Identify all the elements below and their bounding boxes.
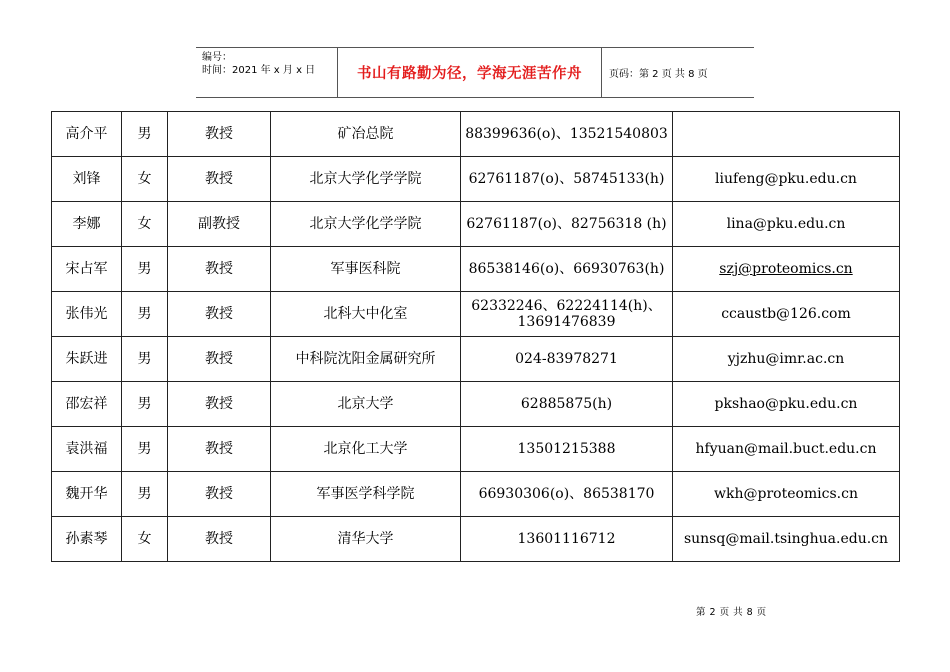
unit-cell-text: 北京大学化学学院 xyxy=(309,216,422,232)
unit-cell-text: 矿冶总院 xyxy=(337,126,394,142)
name-cell-text: 魏开华 xyxy=(65,486,108,502)
gender-cell-text: 男 xyxy=(137,261,152,277)
phone-cell-text: 62332246、62224114(h)、13691476839 xyxy=(471,298,662,330)
email-link[interactable]: szj@proteomics.cn xyxy=(719,261,853,277)
gender-cell-text: 女 xyxy=(137,531,152,547)
name-cell-text: 张伟光 xyxy=(65,306,108,322)
phone-cell xyxy=(461,337,673,382)
email-cell-text: sunsq@mail.tsinghua.edu.cn xyxy=(683,531,889,547)
gender-cell-text: 男 xyxy=(137,351,152,367)
gender-cell-text: 男 xyxy=(137,396,152,412)
unit-cell xyxy=(271,517,461,562)
table-row xyxy=(52,292,900,337)
title-cell xyxy=(168,382,271,427)
email-cell-text: lina@pku.edu.cn xyxy=(726,216,846,232)
phone-cell-text: 62761187(o)、58745133(h) xyxy=(468,171,665,187)
unit-cell-text: 军事医学科学院 xyxy=(316,486,415,502)
name-cell-text: 袁洪福 xyxy=(65,441,108,457)
phone-cell-text: 13601116712 xyxy=(517,531,616,547)
email-cell-text: liufeng@pku.edu.cn xyxy=(715,171,857,187)
gender-cell-text: 男 xyxy=(137,486,152,502)
phone-cell xyxy=(461,472,673,517)
unit-cell xyxy=(271,427,461,472)
name-cell xyxy=(52,382,122,427)
name-cell-text: 邵宏祥 xyxy=(65,396,108,412)
title-cell xyxy=(168,517,271,562)
email-cell xyxy=(673,427,900,472)
email-cell xyxy=(673,157,900,202)
title-cell-text: 教授 xyxy=(205,441,233,457)
email-cell xyxy=(673,292,900,337)
title-cell-text: 教授 xyxy=(205,126,233,142)
contact-table-body xyxy=(52,112,900,562)
phone-cell-text: 88399636(o)、13521540803 xyxy=(465,126,668,142)
name-cell-text: 朱跃进 xyxy=(65,351,108,367)
table-row xyxy=(52,472,900,517)
gender-cell xyxy=(122,247,168,292)
unit-cell xyxy=(271,112,461,157)
header-meta xyxy=(196,48,338,97)
gender-cell xyxy=(122,427,168,472)
email-cell xyxy=(673,112,900,157)
title-cell-text: 教授 xyxy=(205,306,233,322)
title-cell-text: 副教授 xyxy=(198,216,240,232)
gender-cell xyxy=(122,472,168,517)
email-cell xyxy=(673,337,900,382)
phone-cell-text: 62885875(h) xyxy=(520,396,613,412)
gender-cell xyxy=(122,157,168,202)
email-cell xyxy=(673,382,900,427)
name-cell-text: 宋占军 xyxy=(65,261,108,277)
unit-cell xyxy=(271,157,461,202)
unit-cell xyxy=(271,247,461,292)
gender-cell xyxy=(122,382,168,427)
phone-cell xyxy=(461,292,673,337)
phone-cell xyxy=(461,517,673,562)
contact-table xyxy=(51,111,900,562)
email-cell-text: wkh@proteomics.cn xyxy=(714,486,858,502)
unit-cell-text: 军事医科院 xyxy=(330,261,401,277)
name-cell xyxy=(52,202,122,247)
email-cell xyxy=(673,247,900,292)
title-cell-text: 教授 xyxy=(205,396,233,412)
title-cell xyxy=(168,472,271,517)
unit-cell-text: 北京大学 xyxy=(337,396,394,412)
phone-cell xyxy=(461,427,673,472)
name-cell xyxy=(52,112,122,157)
phone-cell-text: 62761187(o)、82756318 (h) xyxy=(466,216,667,232)
name-cell-text: 孙素琴 xyxy=(65,531,108,547)
name-cell-text: 刘锋 xyxy=(72,171,101,187)
title-cell-text: 教授 xyxy=(205,531,233,547)
table-row xyxy=(52,382,900,427)
table-row xyxy=(52,427,900,472)
name-cell xyxy=(52,517,122,562)
title-cell xyxy=(168,337,271,382)
page-header xyxy=(196,47,754,98)
phone-cell xyxy=(461,157,673,202)
gender-cell xyxy=(122,112,168,157)
gender-cell-text: 女 xyxy=(137,171,152,187)
title-cell xyxy=(168,157,271,202)
phone-cell-text: 024-83978271 xyxy=(515,351,618,367)
number-label: 编号： xyxy=(202,52,232,63)
phone-cell xyxy=(461,247,673,292)
phone-cell xyxy=(461,202,673,247)
gender-cell-text: 男 xyxy=(137,126,152,142)
gender-cell-text: 男 xyxy=(137,306,152,322)
gender-cell-text: 女 xyxy=(137,216,152,232)
unit-cell-text: 北京大学化学学院 xyxy=(309,171,422,187)
name-cell-text: 高介平 xyxy=(65,126,108,142)
gender-cell xyxy=(122,292,168,337)
title-cell xyxy=(168,292,271,337)
name-cell xyxy=(52,157,122,202)
email-cell xyxy=(673,517,900,562)
time-label: 时间：2021 年 x 月 x 日 xyxy=(202,65,316,76)
unit-cell-text: 北科大中化室 xyxy=(323,306,408,322)
unit-cell xyxy=(271,472,461,517)
header-page-label: 页码：第 2 页 共 8 页 xyxy=(609,69,708,80)
unit-cell-text: 中科院沈阳金属研究所 xyxy=(295,351,436,367)
unit-cell xyxy=(271,382,461,427)
email-cell xyxy=(673,472,900,517)
unit-cell xyxy=(271,337,461,382)
unit-cell xyxy=(271,202,461,247)
phone-cell xyxy=(461,112,673,157)
table-row xyxy=(52,247,900,292)
gender-cell xyxy=(122,337,168,382)
unit-cell xyxy=(271,292,461,337)
name-cell-text: 李娜 xyxy=(72,216,101,232)
table-row xyxy=(52,337,900,382)
unit-cell-text: 清华大学 xyxy=(337,531,394,547)
table-row xyxy=(52,112,900,157)
title-cell xyxy=(168,202,271,247)
gender-cell-text: 男 xyxy=(137,441,152,457)
title-cell xyxy=(168,112,271,157)
title-cell-text: 教授 xyxy=(205,261,233,277)
gender-cell xyxy=(122,202,168,247)
title-cell xyxy=(168,247,271,292)
phone-cell-text: 13501215388 xyxy=(517,441,616,457)
email-cell xyxy=(673,202,900,247)
table-row xyxy=(52,157,900,202)
name-cell xyxy=(52,427,122,472)
name-cell xyxy=(52,292,122,337)
phone-cell xyxy=(461,382,673,427)
email-cell-text: yjzhu@imr.ac.cn xyxy=(727,351,845,367)
title-cell-text: 教授 xyxy=(205,351,233,367)
email-cell-text: hfyuan@mail.buct.edu.cn xyxy=(695,441,877,457)
table-row xyxy=(52,202,900,247)
table-row xyxy=(52,517,900,562)
title-cell xyxy=(168,427,271,472)
email-cell-text: pkshao@pku.edu.cn xyxy=(714,396,858,412)
header-motto: 书山有路勤为径，学海无涯苦作舟 xyxy=(338,48,602,97)
phone-cell-text: 66930306(o)、86538170 xyxy=(478,486,655,502)
name-cell xyxy=(52,247,122,292)
email-cell-text: ccaustb@126.com xyxy=(721,306,851,322)
gender-cell xyxy=(122,517,168,562)
phone-cell-text: 86538146(o)、66930763(h) xyxy=(468,261,665,277)
title-cell-text: 教授 xyxy=(205,171,233,187)
unit-cell-text: 北京化工大学 xyxy=(323,441,408,457)
name-cell xyxy=(52,472,122,517)
page-footer: 第 2 页 共 8 页 xyxy=(696,607,767,618)
title-cell-text: 教授 xyxy=(205,486,233,502)
name-cell xyxy=(52,337,122,382)
